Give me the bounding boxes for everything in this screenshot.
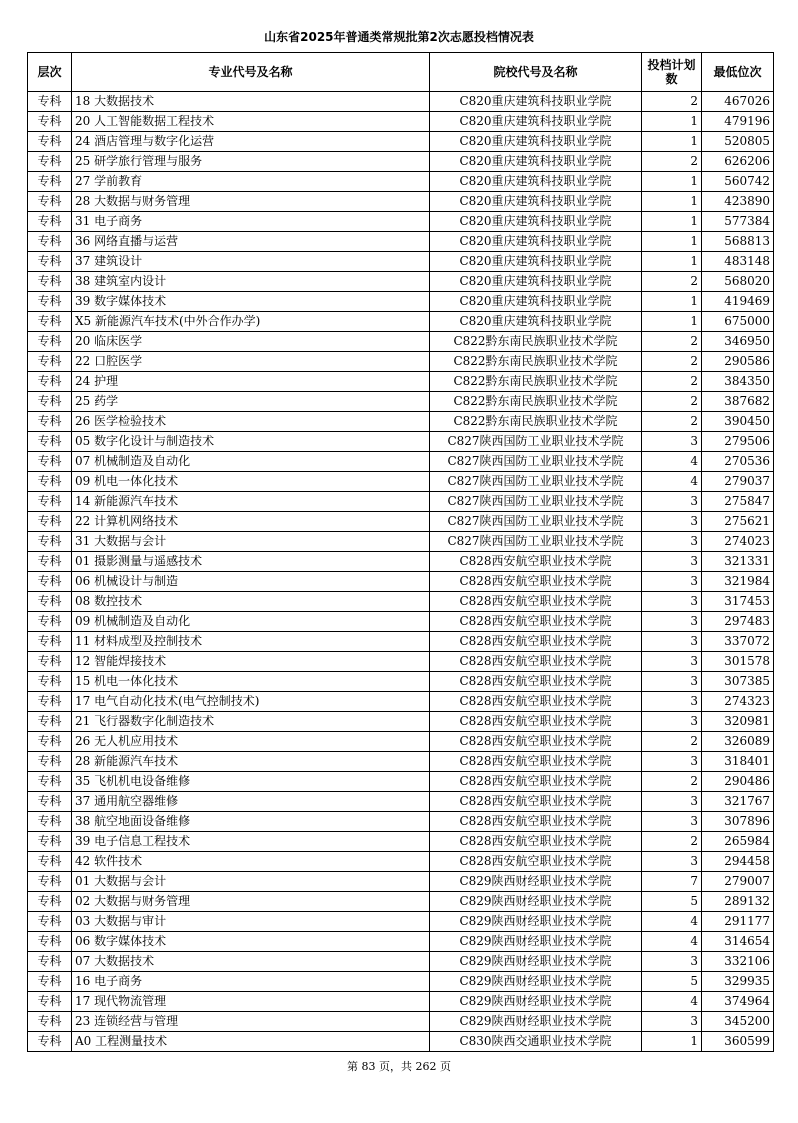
table-row	[28, 492, 774, 512]
table-row	[28, 92, 774, 112]
cell-school: C829陕西财经职业技术学院	[430, 892, 642, 912]
cell-school: C829陕西财经职业技术学院	[430, 872, 642, 892]
cell-school: C822黔东南民族职业技术学院	[430, 392, 642, 412]
table-row	[28, 672, 774, 692]
table-row	[28, 652, 774, 672]
cell-min-rank: 419469	[702, 292, 774, 312]
cell-min-rank: 279007	[702, 872, 774, 892]
cell-plan: 4	[642, 992, 702, 1012]
cell-plan: 3	[642, 432, 702, 452]
cell-plan: 1	[642, 172, 702, 192]
cell-min-rank: 675000	[702, 312, 774, 332]
page-title: 山东省2025年普通类常规批第2次志愿投档情况表	[264, 30, 534, 44]
table-row	[28, 952, 774, 972]
cell-school: C828西安航空职业技术学院	[430, 672, 642, 692]
table-row	[28, 272, 774, 292]
cell-plan: 5	[642, 972, 702, 992]
cell-plan: 2	[642, 272, 702, 292]
cell-level: 专科	[28, 912, 72, 932]
cell-major: 39 电子信息工程技术	[72, 832, 430, 852]
cell-plan: 1	[642, 112, 702, 132]
table-row	[28, 132, 774, 152]
cell-plan: 4	[642, 452, 702, 472]
cell-min-rank: 317453	[702, 592, 774, 612]
table-row	[28, 212, 774, 232]
cell-school: C828西安航空职业技术学院	[430, 552, 642, 572]
cell-school: C828西安航空职业技术学院	[430, 732, 642, 752]
cell-plan: 4	[642, 932, 702, 952]
cell-major: 25 药学	[72, 392, 430, 412]
cell-level: 专科	[28, 832, 72, 852]
cell-major: 20 临床医学	[72, 332, 430, 352]
cell-level: 专科	[28, 272, 72, 292]
cell-min-rank: 345200	[702, 1012, 774, 1032]
cell-min-rank: 301578	[702, 652, 774, 672]
table-row	[28, 512, 774, 532]
table-row	[28, 972, 774, 992]
cell-school: C829陕西财经职业技术学院	[430, 1012, 642, 1032]
cell-plan: 1	[642, 1032, 702, 1052]
cell-school: C820重庆建筑科技职业学院	[430, 172, 642, 192]
cell-level: 专科	[28, 212, 72, 232]
cell-min-rank: 320981	[702, 712, 774, 732]
cell-level: 专科	[28, 452, 72, 472]
cell-plan: 3	[642, 812, 702, 832]
header-min-rank: 最低位次	[702, 53, 774, 92]
cell-min-rank: 307385	[702, 672, 774, 692]
cell-major: 01 大数据与会计	[72, 872, 430, 892]
table-row	[28, 472, 774, 492]
cell-school: C820重庆建筑科技职业学院	[430, 212, 642, 232]
cell-major: 37 建筑设计	[72, 252, 430, 272]
cell-plan: 2	[642, 392, 702, 412]
cell-plan: 3	[642, 692, 702, 712]
cell-plan: 2	[642, 772, 702, 792]
cell-min-rank: 568020	[702, 272, 774, 292]
table-row	[28, 1032, 774, 1052]
cell-level: 专科	[28, 292, 72, 312]
cell-min-rank: 560742	[702, 172, 774, 192]
cell-school: C827陕西国防工业职业技术学院	[430, 512, 642, 532]
cell-level: 专科	[28, 972, 72, 992]
cell-level: 专科	[28, 392, 72, 412]
cell-school: C828西安航空职业技术学院	[430, 592, 642, 612]
cell-plan: 3	[642, 712, 702, 732]
cell-min-rank: 520805	[702, 132, 774, 152]
cell-min-rank: 387682	[702, 392, 774, 412]
cell-major: 16 电子商务	[72, 972, 430, 992]
table-row	[28, 992, 774, 1012]
table-row	[28, 732, 774, 752]
cell-level: 专科	[28, 672, 72, 692]
cell-school: C828西安航空职业技术学院	[430, 792, 642, 812]
cell-major: 06 数字媒体技术	[72, 932, 430, 952]
cell-school: C829陕西财经职业技术学院	[430, 992, 642, 1012]
cell-major: 26 无人机应用技术	[72, 732, 430, 752]
cell-major: 31 大数据与会计	[72, 532, 430, 552]
cell-school: C829陕西财经职业技术学院	[430, 952, 642, 972]
cell-major: 07 机械制造及自动化	[72, 452, 430, 472]
header-plan: 投档计划数	[642, 53, 702, 92]
cell-major: 24 酒店管理与数字化运营	[72, 132, 430, 152]
table-row	[28, 192, 774, 212]
cell-school: C828西安航空职业技术学院	[430, 612, 642, 632]
cell-school: C828西安航空职业技术学院	[430, 772, 642, 792]
cell-min-rank: 568813	[702, 232, 774, 252]
cell-plan: 3	[642, 792, 702, 812]
cell-plan: 2	[642, 352, 702, 372]
cell-plan: 2	[642, 832, 702, 852]
cell-major: X5 新能源汽车技术(中外合作办学)	[72, 312, 430, 332]
cell-min-rank: 577384	[702, 212, 774, 232]
cell-level: 专科	[28, 192, 72, 212]
cell-plan: 3	[642, 632, 702, 652]
cell-plan: 3	[642, 592, 702, 612]
cell-major: 08 数控技术	[72, 592, 430, 612]
cell-level: 专科	[28, 472, 72, 492]
table-row	[28, 872, 774, 892]
cell-school: C828西安航空职业技术学院	[430, 852, 642, 872]
cell-school: C820重庆建筑科技职业学院	[430, 112, 642, 132]
cell-plan: 3	[642, 492, 702, 512]
cell-level: 专科	[28, 512, 72, 532]
cell-min-rank: 289132	[702, 892, 774, 912]
cell-level: 专科	[28, 172, 72, 192]
cell-school: C830陕西交通职业技术学院	[430, 1032, 642, 1052]
cell-plan: 1	[642, 212, 702, 232]
cell-major: 28 大数据与财务管理	[72, 192, 430, 212]
cell-major: 07 大数据技术	[72, 952, 430, 972]
cell-plan: 3	[642, 652, 702, 672]
cell-plan: 2	[642, 92, 702, 112]
cell-level: 专科	[28, 872, 72, 892]
cell-level: 专科	[28, 572, 72, 592]
table-row	[28, 572, 774, 592]
table-row	[28, 892, 774, 912]
cell-min-rank: 274323	[702, 692, 774, 712]
cell-major: 05 数字化设计与制造技术	[72, 432, 430, 452]
cell-school: C828西安航空职业技术学院	[430, 832, 642, 852]
table-row	[28, 432, 774, 452]
cell-school: C820重庆建筑科技职业学院	[430, 232, 642, 252]
cell-school: C827陕西国防工业职业技术学院	[430, 532, 642, 552]
cell-plan: 3	[642, 672, 702, 692]
cell-level: 专科	[28, 132, 72, 152]
cell-plan: 2	[642, 732, 702, 752]
cell-min-rank: 265984	[702, 832, 774, 852]
header-level: 层次	[28, 53, 72, 92]
cell-major: A0 工程测量技术	[72, 1032, 430, 1052]
cell-min-rank: 390450	[702, 412, 774, 432]
cell-level: 专科	[28, 732, 72, 752]
cell-level: 专科	[28, 852, 72, 872]
cell-plan: 1	[642, 192, 702, 212]
cell-major: 36 网络直播与运营	[72, 232, 430, 252]
cell-school: C822黔东南民族职业技术学院	[430, 332, 642, 352]
cell-plan: 1	[642, 252, 702, 272]
cell-school: C828西安航空职业技术学院	[430, 632, 642, 652]
cell-major: 35 飞机机电设备维修	[72, 772, 430, 792]
cell-level: 专科	[28, 712, 72, 732]
table-row	[28, 412, 774, 432]
cell-school: C820重庆建筑科技职业学院	[430, 92, 642, 112]
table-row	[28, 592, 774, 612]
cell-level: 专科	[28, 432, 72, 452]
cell-school: C827陕西国防工业职业技术学院	[430, 432, 642, 452]
cell-major: 12 智能焊接技术	[72, 652, 430, 672]
table-row	[28, 832, 774, 852]
table-row	[28, 532, 774, 552]
cell-min-rank: 275621	[702, 512, 774, 532]
cell-major: 42 软件技术	[72, 852, 430, 872]
cell-school: C827陕西国防工业职业技术学院	[430, 492, 642, 512]
cell-plan: 3	[642, 612, 702, 632]
cell-min-rank: 297483	[702, 612, 774, 632]
cell-major: 21 飞行器数字化制造技术	[72, 712, 430, 732]
cell-level: 专科	[28, 652, 72, 672]
cell-level: 专科	[28, 552, 72, 572]
cell-level: 专科	[28, 332, 72, 352]
cell-plan: 4	[642, 912, 702, 932]
cell-plan: 1	[642, 132, 702, 152]
header-school: 院校代号及名称	[430, 53, 642, 92]
cell-school: C828西安航空职业技术学院	[430, 812, 642, 832]
table-row	[28, 232, 774, 252]
cell-min-rank: 321331	[702, 552, 774, 572]
cell-major: 38 航空地面设备维修	[72, 812, 430, 832]
table-row	[28, 552, 774, 572]
cell-major: 14 新能源汽车技术	[72, 492, 430, 512]
cell-min-rank: 329935	[702, 972, 774, 992]
cell-school: C828西安航空职业技术学院	[430, 752, 642, 772]
cell-level: 专科	[28, 692, 72, 712]
cell-major: 26 医学检验技术	[72, 412, 430, 432]
cell-min-rank: 346950	[702, 332, 774, 352]
cell-major: 37 通用航空器维修	[72, 792, 430, 812]
cell-school: C822黔东南民族职业技术学院	[430, 352, 642, 372]
cell-school: C827陕西国防工业职业技术学院	[430, 472, 642, 492]
table-row	[28, 252, 774, 272]
cell-major: 27 学前教育	[72, 172, 430, 192]
cell-min-rank: 626206	[702, 152, 774, 172]
cell-min-rank: 291177	[702, 912, 774, 932]
cell-major: 38 建筑室内设计	[72, 272, 430, 292]
cell-school: C820重庆建筑科技职业学院	[430, 152, 642, 172]
table-row	[28, 152, 774, 172]
page-footer: 第 83 页，共 262 页	[347, 1060, 451, 1073]
cell-plan: 7	[642, 872, 702, 892]
cell-level: 专科	[28, 752, 72, 772]
header-major: 专业代号及名称	[72, 53, 430, 92]
admission-table	[27, 52, 774, 1052]
cell-major: 28 新能源汽车技术	[72, 752, 430, 772]
cell-major: 01 摄影测量与遥感技术	[72, 552, 430, 572]
cell-major: 06 机械设计与制造	[72, 572, 430, 592]
cell-min-rank: 326089	[702, 732, 774, 752]
table-row	[28, 932, 774, 952]
cell-major: 17 电气自动化技术(电气控制技术)	[72, 692, 430, 712]
cell-level: 专科	[28, 812, 72, 832]
cell-level: 专科	[28, 152, 72, 172]
cell-level: 专科	[28, 92, 72, 112]
cell-min-rank: 318401	[702, 752, 774, 772]
cell-school: C820重庆建筑科技职业学院	[430, 292, 642, 312]
cell-min-rank: 279037	[702, 472, 774, 492]
cell-plan: 1	[642, 232, 702, 252]
cell-school: C827陕西国防工业职业技术学院	[430, 452, 642, 472]
cell-plan: 1	[642, 292, 702, 312]
cell-min-rank: 467026	[702, 92, 774, 112]
cell-plan: 3	[642, 572, 702, 592]
cell-min-rank: 290486	[702, 772, 774, 792]
cell-level: 专科	[28, 352, 72, 372]
cell-min-rank: 294458	[702, 852, 774, 872]
cell-min-rank: 321767	[702, 792, 774, 812]
table-row	[28, 1012, 774, 1032]
table-body	[28, 92, 774, 1052]
cell-plan: 3	[642, 852, 702, 872]
table-header-row	[28, 53, 774, 92]
table-row	[28, 372, 774, 392]
cell-plan: 3	[642, 532, 702, 552]
cell-min-rank: 384350	[702, 372, 774, 392]
cell-min-rank: 314654	[702, 932, 774, 952]
cell-school: C820重庆建筑科技职业学院	[430, 272, 642, 292]
cell-major: 25 研学旅行管理与服务	[72, 152, 430, 172]
cell-min-rank: 275847	[702, 492, 774, 512]
cell-level: 专科	[28, 592, 72, 612]
cell-major: 03 大数据与审计	[72, 912, 430, 932]
cell-school: C828西安航空职业技术学院	[430, 712, 642, 732]
table-row	[28, 772, 774, 792]
table-row	[28, 312, 774, 332]
cell-school: C820重庆建筑科技职业学院	[430, 252, 642, 272]
cell-plan: 1	[642, 312, 702, 332]
cell-school: C829陕西财经职业技术学院	[430, 912, 642, 932]
table-row	[28, 912, 774, 932]
table-row	[28, 332, 774, 352]
cell-plan: 3	[642, 512, 702, 532]
cell-school: C828西安航空职业技术学院	[430, 652, 642, 672]
cell-major: 17 现代物流管理	[72, 992, 430, 1012]
cell-plan: 3	[642, 752, 702, 772]
table-row	[28, 452, 774, 472]
cell-school: C820重庆建筑科技职业学院	[430, 192, 642, 212]
cell-min-rank: 332106	[702, 952, 774, 972]
cell-plan: 4	[642, 472, 702, 492]
cell-major: 23 连锁经营与管理	[72, 1012, 430, 1032]
cell-major: 22 口腔医学	[72, 352, 430, 372]
table-row	[28, 612, 774, 632]
cell-level: 专科	[28, 772, 72, 792]
cell-min-rank: 337072	[702, 632, 774, 652]
cell-level: 专科	[28, 892, 72, 912]
cell-min-rank: 307896	[702, 812, 774, 832]
cell-major: 31 电子商务	[72, 212, 430, 232]
cell-school: C829陕西财经职业技术学院	[430, 972, 642, 992]
table-row	[28, 692, 774, 712]
cell-min-rank: 290586	[702, 352, 774, 372]
table-row	[28, 172, 774, 192]
cell-level: 专科	[28, 612, 72, 632]
cell-major: 09 机械制造及自动化	[72, 612, 430, 632]
cell-level: 专科	[28, 992, 72, 1012]
cell-school: C828西安航空职业技术学院	[430, 692, 642, 712]
cell-plan: 3	[642, 952, 702, 972]
cell-school: C829陕西财经职业技术学院	[430, 932, 642, 952]
cell-major: 24 护理	[72, 372, 430, 392]
cell-plan: 5	[642, 892, 702, 912]
cell-level: 专科	[28, 1032, 72, 1052]
cell-level: 专科	[28, 112, 72, 132]
cell-school: C820重庆建筑科技职业学院	[430, 312, 642, 332]
table-row	[28, 112, 774, 132]
cell-major: 02 大数据与财务管理	[72, 892, 430, 912]
cell-level: 专科	[28, 792, 72, 812]
cell-min-rank: 423890	[702, 192, 774, 212]
cell-level: 专科	[28, 312, 72, 332]
cell-major: 11 材料成型及控制技术	[72, 632, 430, 652]
table-row	[28, 292, 774, 312]
cell-major: 15 机电一体化技术	[72, 672, 430, 692]
cell-major: 39 数字媒体技术	[72, 292, 430, 312]
table-row	[28, 632, 774, 652]
table-row	[28, 812, 774, 832]
cell-min-rank: 279506	[702, 432, 774, 452]
cell-level: 专科	[28, 372, 72, 392]
cell-major: 09 机电一体化技术	[72, 472, 430, 492]
table-row	[28, 712, 774, 732]
cell-min-rank: 270536	[702, 452, 774, 472]
cell-plan: 3	[642, 1012, 702, 1032]
cell-plan: 2	[642, 152, 702, 172]
cell-major: 20 人工智能数据工程技术	[72, 112, 430, 132]
cell-level: 专科	[28, 252, 72, 272]
cell-plan: 3	[642, 552, 702, 572]
cell-min-rank: 483148	[702, 252, 774, 272]
cell-level: 专科	[28, 232, 72, 252]
cell-level: 专科	[28, 412, 72, 432]
cell-min-rank: 274023	[702, 532, 774, 552]
cell-school: C828西安航空职业技术学院	[430, 572, 642, 592]
cell-plan: 2	[642, 412, 702, 432]
cell-level: 专科	[28, 932, 72, 952]
cell-level: 专科	[28, 1012, 72, 1032]
cell-min-rank: 360599	[702, 1032, 774, 1052]
cell-level: 专科	[28, 532, 72, 552]
table-row	[28, 852, 774, 872]
cell-min-rank: 321984	[702, 572, 774, 592]
cell-level: 专科	[28, 632, 72, 652]
cell-major: 22 计算机网络技术	[72, 512, 430, 532]
table-row	[28, 352, 774, 372]
cell-plan: 2	[642, 332, 702, 352]
table-row	[28, 392, 774, 412]
cell-min-rank: 374964	[702, 992, 774, 1012]
cell-school: C820重庆建筑科技职业学院	[430, 132, 642, 152]
table-row	[28, 752, 774, 772]
cell-plan: 2	[642, 372, 702, 392]
cell-school: C822黔东南民族职业技术学院	[430, 412, 642, 432]
cell-level: 专科	[28, 952, 72, 972]
cell-major: 18 大数据技术	[72, 92, 430, 112]
cell-min-rank: 479196	[702, 112, 774, 132]
cell-level: 专科	[28, 492, 72, 512]
cell-school: C822黔东南民族职业技术学院	[430, 372, 642, 392]
table-row	[28, 792, 774, 812]
